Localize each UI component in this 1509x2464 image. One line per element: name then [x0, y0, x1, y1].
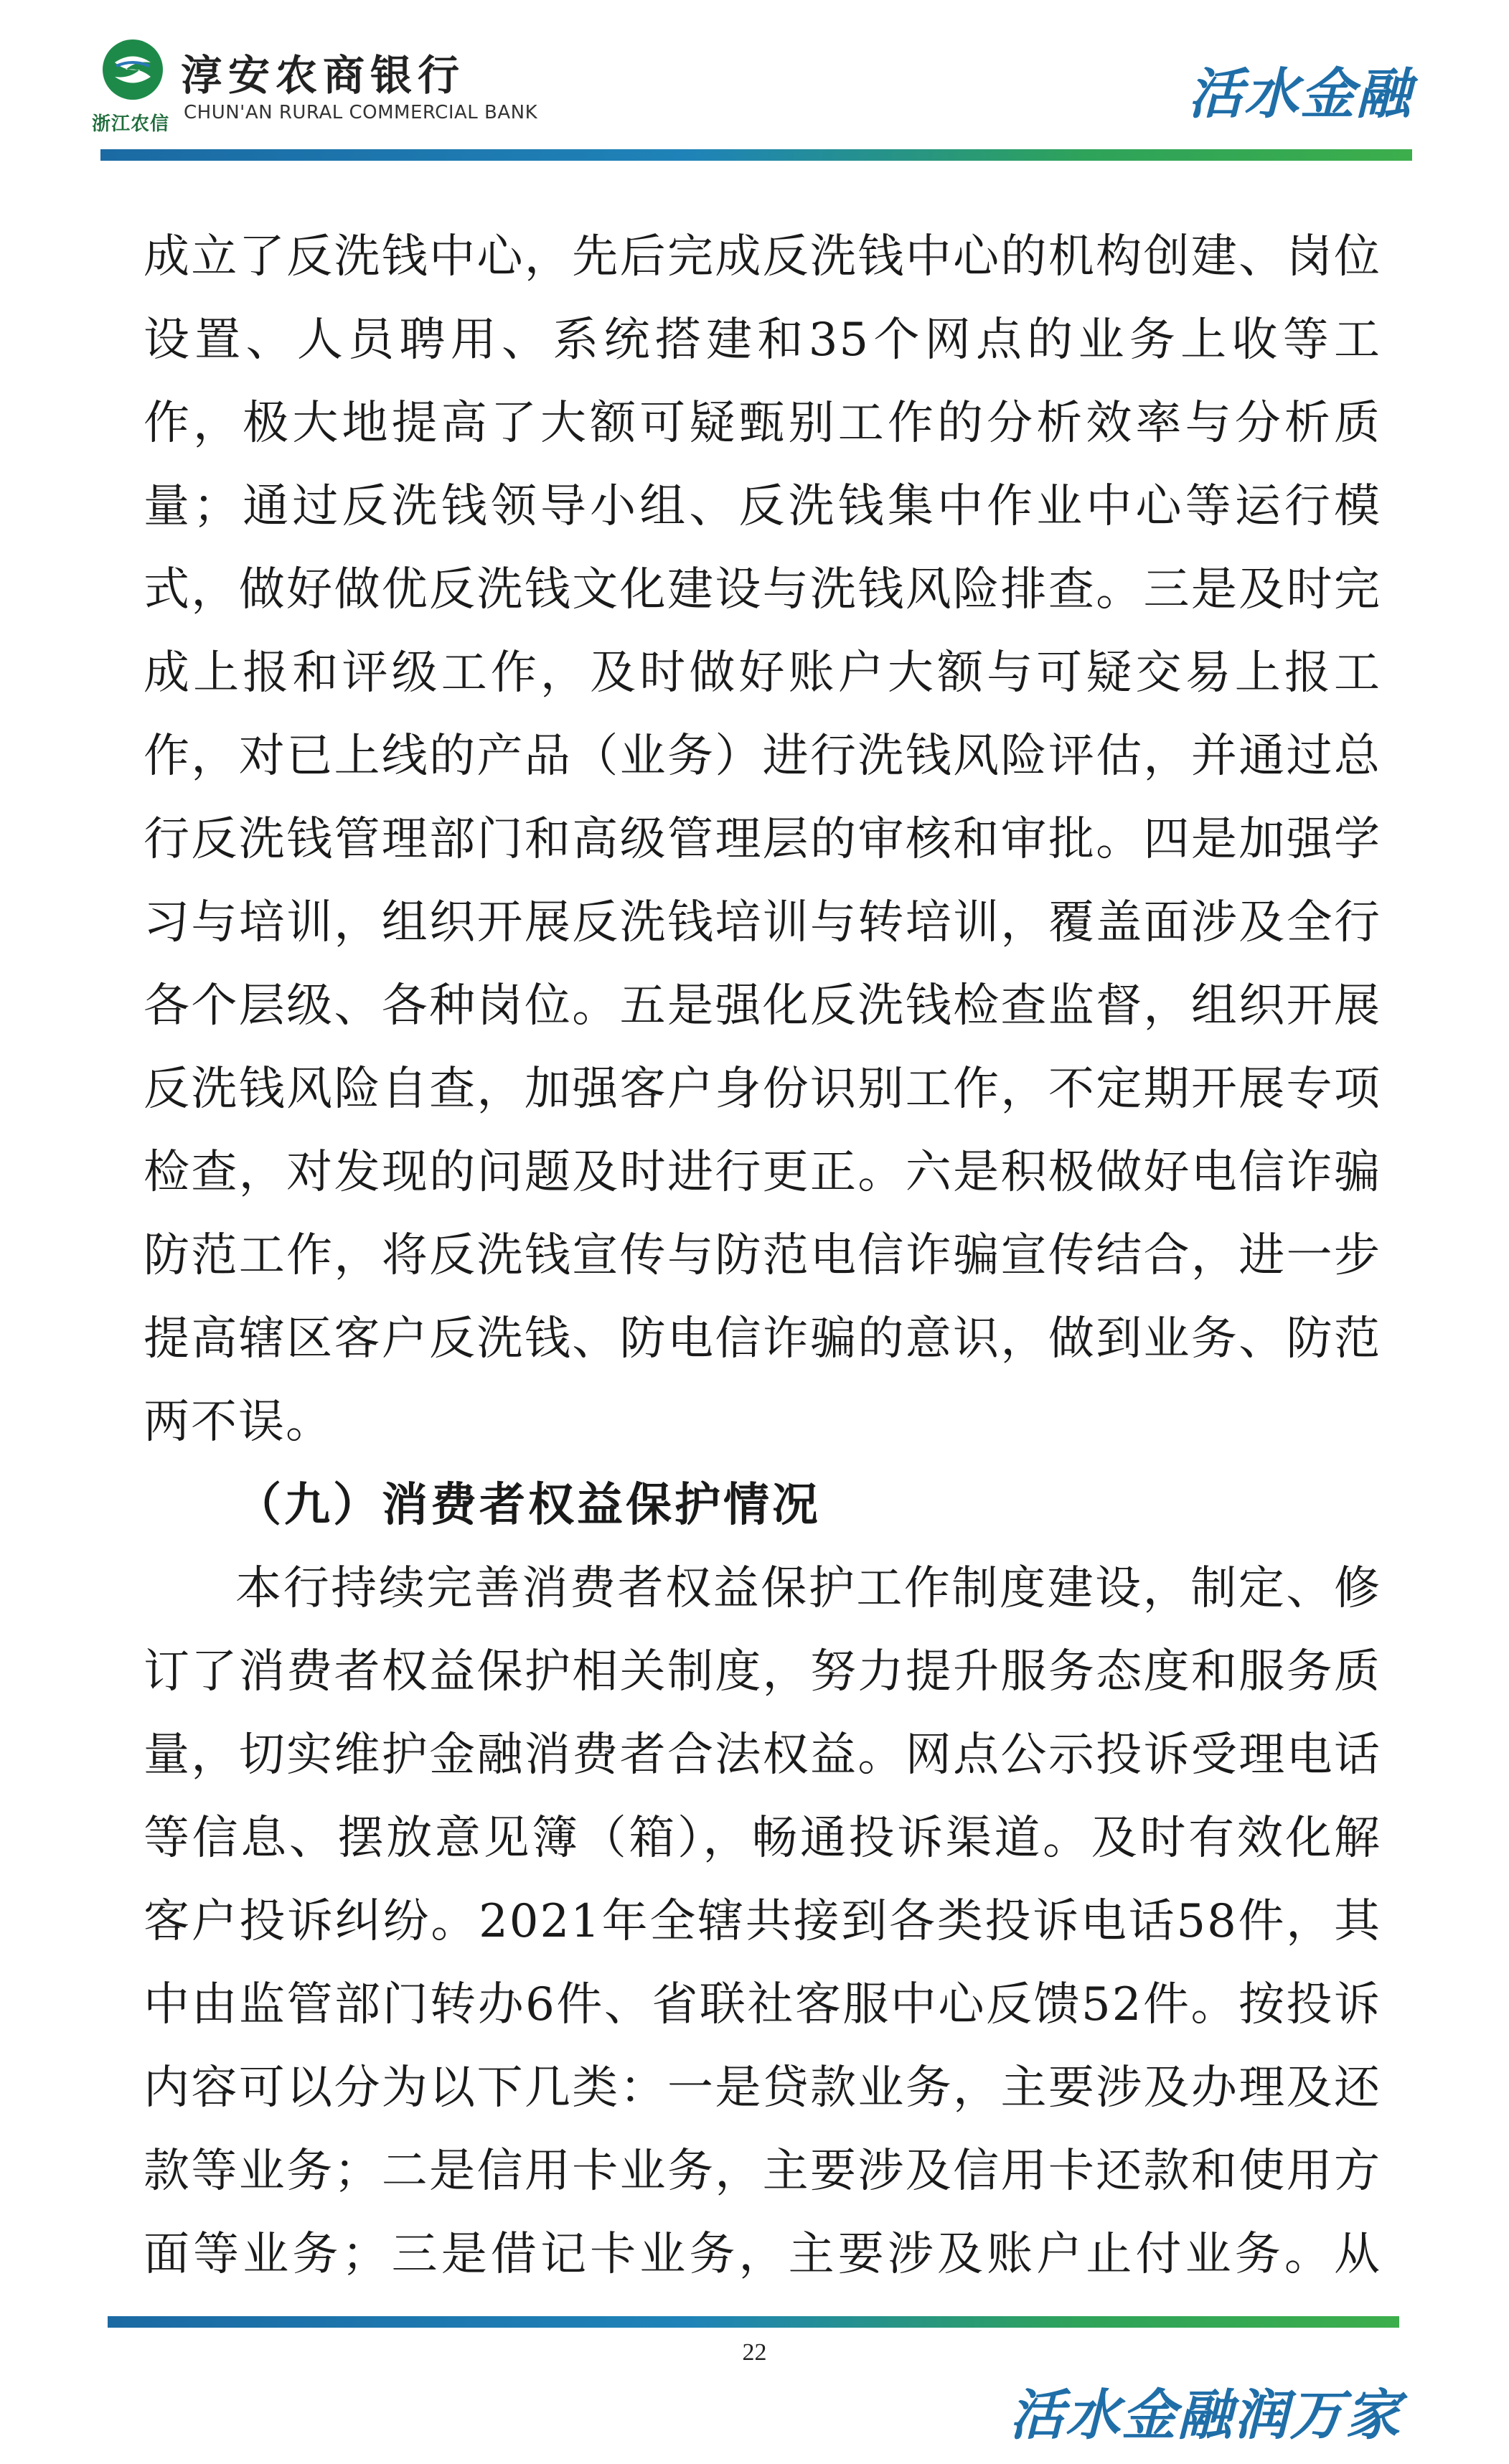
page-content	[144, 215, 1381, 2296]
page-number: 22	[742, 2339, 767, 2366]
bank-name-english: CHUN'AN RURAL COMMERCIAL BANK	[184, 102, 538, 123]
footer-divider	[108, 2316, 1399, 2328]
bank-name-chinese: 淳安农商银行	[181, 51, 466, 100]
page-header	[0, 0, 1509, 172]
paragraph-consumer-protection: 本行持续完善消费者权益保护工作制度建设，制定、修订了消费者权益保护相关制度，努力提升服务态度和服务质量，切实维护金融消费者合法权益。网点公示投诉受理电话等信息、摆放意见簿（箱），畅通投诉渠道。及时有效化解客户投诉纠纷。2021年全辖共接到各类投诉电话58件，其中由监管部门转办6件、省联社客服中心反馈52件。按投诉内容可以分为以下几类：一是贷款业务，主要涉及办理及还款等业务；二是信用卡业务，主要涉及信用卡还款和使用方面等业务；三是借记卡业务，主要涉及账户止付业务。从	[144, 1562, 1381, 2281]
header-divider	[100, 149, 1412, 161]
footer-slogan: 活水金融润万家	[1010, 2383, 1401, 2447]
header-slogan: 活水金融	[1188, 62, 1412, 126]
logo-subtitle: 浙江农信	[92, 113, 170, 135]
bank-logo-icon	[100, 37, 165, 102]
paragraph-anti-money-laundering: 成立了反洗钱中心，先后完成反洗钱中心的机构创建、岗位设置、人员聘用、系统搭建和35个网点的业务上收等工作，极大地提高了大额可疑甄别工作的分析效率与分析质量；通过反洗钱领导小组、反洗钱集中作业中心等运行模式，做好做优反洗钱文化建设与洗钱风险排查。三是及时完成上报和评级工作，及时做好账户大额与可疑交易上报工作，对已上线的产品（业务）进行洗钱风险评估，并通过总行反洗钱管理部门和高级管理层的审核和审批。四是加强学习与培训，组织开展反洗钱培训与转培训，覆盖面涉及全行各个层级、各种岗位。五是强化反洗钱检查监督，组织开展反洗钱风险自查，加强客户身份识别工作，不定期开展专项检查，对发现的问题及时进行更正。六是积极做好电信诈骗防范工作，将反洗钱宣传与防范电信诈骗宣传结合，进一步提高辖区客户反洗钱、防电信诈骗的意识，做到业务、防范两不误。	[144, 230, 1381, 1449]
section-heading-consumer-protection: （九）消费者权益保护情况	[235, 1479, 821, 1532]
